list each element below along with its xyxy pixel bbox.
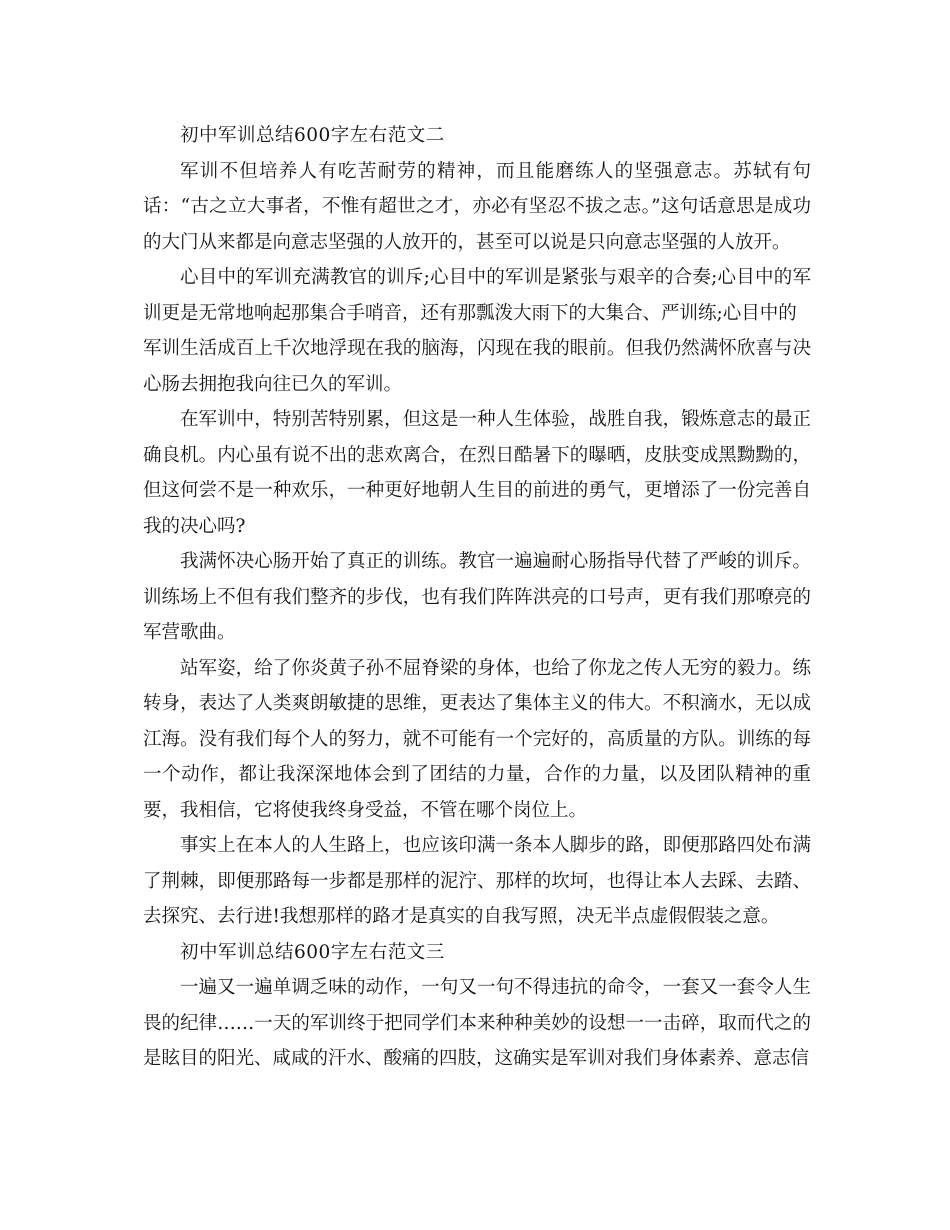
section-heading-2: 初中军训总结600字左右范文二	[180, 125, 445, 146]
paragraph-continuation: 军训生活成百上千次地浮现在我的脑海，闪现在我的眼前。但我仍然满怀欣喜与决心肠去拥抱我向往已久的军训。	[143, 338, 811, 395]
paragraph: 在军训中，特别苦特别累，但这是一种人生体验，战胜自我，锻炼意志的最正确良机。内心虽有说不出的悲欢离合，在烈日酷暑下的曝晒，皮肤变成黑黝黝的，但这何尝不是一种欢乐，一种更好地朝人生目的前进的勇气，更增添了一份完善自我的决心吗?	[143, 409, 811, 537]
paragraph: 事实上在本人的人生路上，也应该印满一条本人脚步的路，即便那路四处布满了荆棘，即便那路每一步都是那样的泥泞、那样的坎坷，也得让本人去踩、去踏、去探究、去行进!我想那样的路才是真实的自我写照，决无半点虚假假装之意。	[143, 835, 811, 927]
paragraph: 军训不但培养人有吃苦耐劳的精神，而且能磨练人的坚强意志。苏轼有句话：“古之立大事者，不惟有超世之才，亦必有坚忍不拔之志。”这句话意思是成功的大门从来都是向意志坚强的人放开的，甚至可以说是只向意志坚强的人放开。	[143, 160, 811, 253]
section-heading-3: 初中军训总结600字左右范文三	[180, 941, 445, 963]
paragraph: 站军姿，给了你炎黄子孙不屈脊梁的身体，也给了你龙之传人无穷的毅力。练转身，表达了人类爽朗敏捷的思维，更表达了集体主义的伟大。不积滴水，无以成江海。没有我们每个人的努力，就不可能有一个完好的，高质量的方队。训练的每一个动作，都让我深深地体会到了团结的力量，合作的力量，以及团队精神的重要，我相信，它将使我终身受益，不管在哪个岗位上。	[143, 657, 811, 821]
paragraph: 心目中的军训充满教官的训斥;心目中的军训是紧张与艰辛的合奏;心目中的军训更是无常地响起那集合手哨音，还有那瓢泼大雨下的大集合、严训练;心目中的	[143, 267, 811, 324]
paragraph: 一遍又一遍单调乏味的动作，一句又一句不得违抗的命令，一套又一套令人生畏的纪律……一天的军训终于把同学们本来种种美妙的设想一一击碎，取而代之的是眩目的阳光、咸咸的汗水、酸痛的四肢，这确实是军训对我们身体素养、意志信	[143, 977, 811, 1069]
paragraph: 我满怀决心肠开始了真正的训练。教官一遍遍耐心肠指导代替了严峻的训斥。训练场上不但有我们整齐的步伐，也有我们阵阵洪亮的口号声，更有我们那嘹亮的军营歌曲。	[143, 551, 811, 643]
document-body	[143, 118, 811, 1077]
